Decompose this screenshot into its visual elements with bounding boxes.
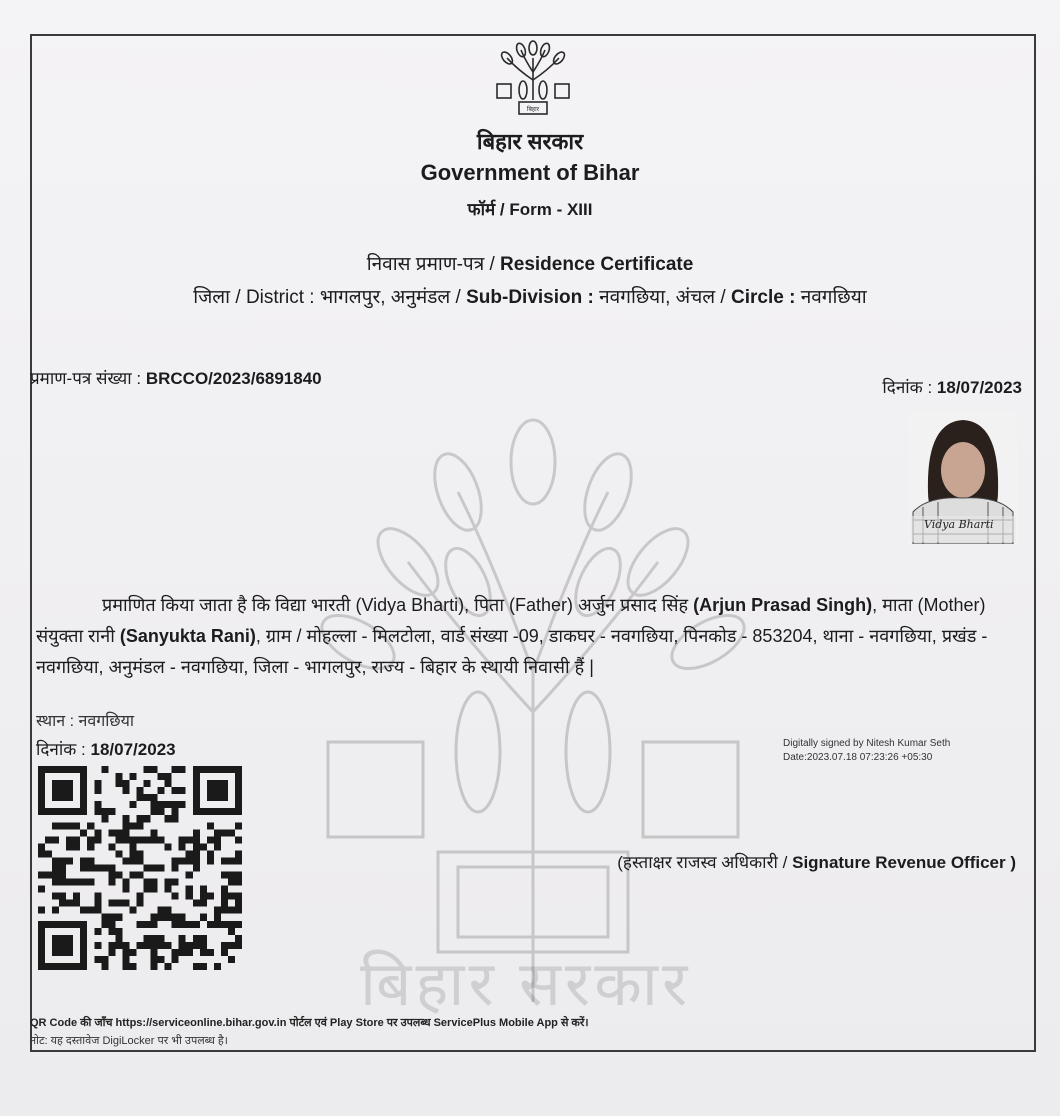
qr-verification-note: QR Code की जाँच https://serviceonline.bihar.gov.in पोर्टल एवं Play Store पर उपलब्ध ServicePlus Mobile App से करें। <box>30 1017 589 1029</box>
government-title-english: Government of Bihar <box>420 160 640 185</box>
digital-signature <box>783 737 950 765</box>
sign-date-label: दिनांक : <box>36 740 86 759</box>
statement-part-3: , ग्राम / मोहल्ला - मिलटोला, वार्ड संख्या -09, डाकघर - नवगछिया, पिनकोड - 853204, थाना - नवगछिया, प्रखंड - नवगछिया, अनुमंडल - नवगछिया, जिला - भागलपुर, राज्य - बिहार के स्थायी निवासी हैं | <box>36 626 988 677</box>
subdivision-label: Sub-Division : <box>466 287 594 308</box>
photo-signature: Vidya Bharti <box>924 518 994 531</box>
sign-date <box>36 737 176 760</box>
certificate-number-value: BRCCO/2023/6891840 <box>145 369 322 388</box>
digital-signature-date: Date:2023.07.18 07:23:26 +05:30 <box>783 752 933 763</box>
statement-part-1: प्रमाणित किया जाता है कि विद्या भारती (Vidya Bharti), पिता (Father) अर्जुन प्रसाद सिंह <box>102 595 689 615</box>
circle-label: Circle : <box>731 287 796 308</box>
government-title-hindi: बिहार सरकार <box>476 129 584 154</box>
district-value: भागलपुर, अनुमंडल / <box>319 287 461 308</box>
certificate-number <box>30 366 322 389</box>
certificate-title-hindi: निवास प्रमाण-पत्र / <box>366 254 495 275</box>
jurisdiction-line <box>0 283 1060 309</box>
place: स्थान : नवगछिया <box>36 713 135 730</box>
certificate-statement <box>36 590 1026 683</box>
certificate-number-label: प्रमाण-पत्र संख्या : <box>30 369 142 388</box>
signature-caption <box>617 850 1016 873</box>
bodhi-tree-emblem-icon <box>493 40 573 120</box>
form-number: फॉर्म / Form - XIII <box>467 200 593 219</box>
signature-caption-english: Signature Revenue Officer ) <box>792 853 1016 872</box>
issue-date-label: दिनांक : <box>882 378 933 397</box>
issue-date <box>882 375 1022 398</box>
certificate-title <box>0 250 1060 276</box>
certificate-title-english: Residence Certificate <box>500 254 694 275</box>
district-label: जिला / District : <box>193 287 315 308</box>
subdivision-value: नवगछिया, अंचल / <box>599 287 726 308</box>
watermark-text: बिहार सरकार <box>360 950 692 1019</box>
sign-date-value: 18/07/2023 <box>90 740 176 759</box>
applicant-photo <box>908 412 1018 544</box>
issue-date-value: 18/07/2023 <box>936 378 1022 397</box>
emblem-caption: बिहार <box>526 106 540 113</box>
digital-signature-name: Digitally signed by Nitesh Kumar Seth <box>783 738 951 749</box>
mother-name-english: (Sanyukta Rani) <box>119 626 256 646</box>
circle-value: नवगछिया <box>800 287 867 308</box>
bodhi-tree-watermark-icon <box>318 412 748 1012</box>
statement-part-2: , माता (Mother) संयुक्ता रानी <box>36 595 986 646</box>
digilocker-note: नोट: यह दस्तावेज DigiLocker पर भी उपलब्ध है। <box>30 1035 228 1047</box>
father-name-english: (Arjun Prasad Singh) <box>693 595 873 615</box>
qr-code-icon[interactable] <box>38 766 242 970</box>
signature-caption-hindi: (हस्ताक्षर राजस्व अधिकारी / <box>617 853 788 872</box>
